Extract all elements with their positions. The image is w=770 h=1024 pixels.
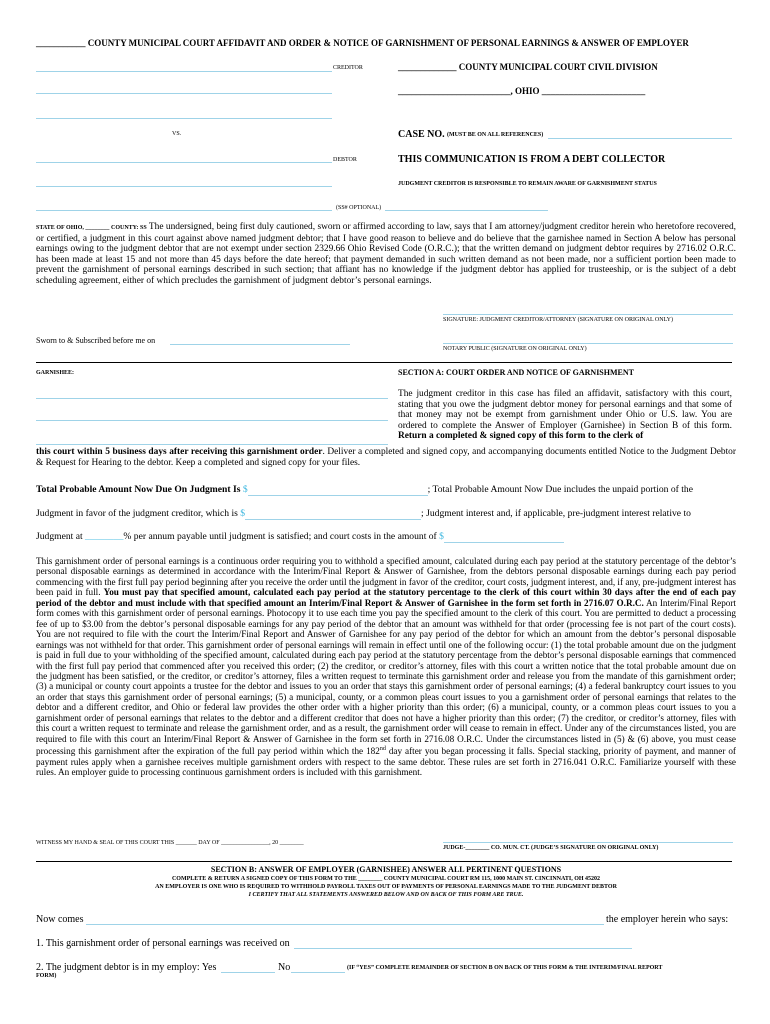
employ-note-cont: FORM) — [36, 973, 57, 979]
garnishment-order-text: This garnishment order of personal earnings is a continuous order requiring you to withhold a specified amount, calculated during each pay period at the statutory percentage of the debtor’s personal disposable earnings as determined in accordance with the Interim/Final Report & Answer of Garnishee, from the debtors personal disposable earnings during each pay period commencing with the first full pay period beginning after you receive the order until the judgment in favor of the creditor, court costs, judgment interest, and, if any, pre-judgment interest has been paid in full. You must pay that specified amount, calculated each pay period at the statutory percentage to the clerk of this court within 30 days after the end of each pay period of the debtor and must include with that specified amount an Interim/Final Report & Answer of Garnishee in the form set forth in 2716.07 O.R.C. An Interim/Final Report form comes with this garnishment order of personal earnings. Photocopy it to use each time you pay the specified amount to the clerk of this court. You are permitted to deduct a processing fee of up to $3.00 from the debtor’s personal disposable earnings for any pay period of the debtor that an amount was withheld for that order (processing fee is not part of the court costs). You are not required to file with the court the Interim/Final Report and Answer of Garnishee for any pay period of the debtor for which an amount from the debtor’s personal disposable earnings was not withheld for that order. This garnishment order of personal earnings will remain in effect until one of the following occur: (1) the total probable amount due on the judgment is paid in full due to your withholding of the specified amount, calculated during each pay period at the statutory percentage from the debtor’s personal disposable earnings that commenced with the first full pay period that commenced after you received this order; (2) the creditor, or creditor’s attorney, files with this court a written notice that the total probable amount due on the judgment has been satisfied, or the creditor, or creditor’s attorney, files a written request to terminate this garnishment order and release you from the mandate of this garnishment order; (3) a municipal or county court appoints a trustee for the debtor and issues to you an order that stays this garnishment order of personal earnings; (4) a federal bankruptcy court issues to you an order that stays this garnishment order of personal earnings; (5) a municipal, county, or a common pleas court issues to you a garnishment order of personal earnings that relates to the debtor and a different creditor, and Ohio or federal law provides the other order with a higher priority than this order; (6) a municipal, county, or a common pleas court issues to you a garnishment order of personal earnings that relates to the debtor and a different creditor that does not have a higher priority than this order; (7) the creditor, or creditor’s attorney, files with this court a written request to terminate and release the garnishment order, and as a result, the garnishment order will cease to remain in effect. Under any of the circumstances listed, you are required to file with this court an Interim/Final Report & Answer of Garnishee in the form set forth in 2716.08 O.R.C. Under the circumstances listed in (5) & (6) above, you must cease processing this garnishment after the expiration of the full pay period within which the 182nd day after you began processing it falls. Special stacking, priority of payment, and manner of payment rules apply when a garnishee receives multiple garnishment orders with respect to the same debtor. These rules are set forth in 2716.041 O.R.C. Familiarize yourself with these rules. An employer guide to processing continuous garnishment orders is included with this garnishment. — [36, 556, 736, 778]
creditor-signature-field[interactable] — [443, 314, 733, 315]
total-amount-field[interactable] — [248, 484, 428, 496]
garnishee-label: GARNISHEE: — [36, 370, 75, 376]
question-2: 2. The judgment debtor is in my employ: Yes — [36, 962, 217, 973]
sworn-date-field[interactable] — [170, 344, 350, 345]
employer-says-label: the employer herein who says: — [606, 914, 729, 925]
received-date-field[interactable] — [294, 948, 632, 949]
notary-label: NOTARY PUBLIC (SIGNATURE ON ORIGINAL ONLY) — [443, 346, 587, 352]
garnishee-name-field[interactable] — [36, 398, 388, 399]
case-no-note: (MUST BE ON ALL REFERENCES) — [447, 132, 544, 138]
debtor-name-field[interactable] — [36, 162, 332, 163]
case-no-label: CASE NO. — [398, 129, 445, 140]
judgment-creditor-note: JUDGMENT CREDITOR IS RESPONSIBLE TO REMAIN AWARE OF GARNISHMENT STATUS — [398, 181, 657, 187]
section-a-title: SECTION A: COURT ORDER AND NOTICE OF GARNISHMENT — [398, 368, 634, 377]
court-city-line: _________________________, OHIO _______________________ — [398, 86, 646, 96]
interest-rate-field[interactable]: ________ — [85, 531, 124, 542]
ssn-field[interactable] — [385, 210, 548, 211]
creditor-name-field[interactable] — [36, 71, 332, 72]
employ-no-label: No — [278, 962, 291, 973]
creditor-label: CREDITOR — [333, 65, 363, 71]
question-1: 1. This garnishment order of personal earnings was received on — [36, 938, 290, 949]
creditor-city-field[interactable] — [36, 118, 332, 119]
now-comes-label: Now comes — [36, 914, 84, 925]
judgment-amount-line: Judgment in favor of the judgment creditor, which is $ ; Judgment interest and, if applicable, pre-judgment interest relative to — [36, 508, 691, 519]
signature-label: SIGNATURE: JUDGMENT CREDITOR/ATTORNEY (SIGNATURE ON ORIGINAL ONLY) — [443, 317, 673, 323]
employ-note: (IF “YES” COMPLETE REMAINDER OF SECTION B ON BACK OF THIS FORM & THE INTERIM/FINAL REPORT — [347, 965, 663, 971]
court-division: _____________ COUNTY MUNICIPAL COURT CIVIL DIVISION — [398, 62, 658, 72]
ssn-label: (SS# OPTIONAL) — [336, 205, 382, 211]
garnishee-address-field[interactable] — [36, 420, 388, 421]
employer-name-field[interactable] — [86, 924, 604, 925]
total-amount-line: Total Probable Amount Now Due On Judgment Is $ ; Total Probable Amount Now Due includes the unpaid portion of the — [36, 484, 693, 495]
debt-collector-notice: THIS COMMUNICATION IS FROM A DEBT COLLECTOR — [398, 154, 666, 165]
section-b-certify: I CERTIFY THAT ALL STATEMENTS ANSWERED BELOW AND ON BACK OF THIS FORM ARE TRUE. — [248, 892, 524, 898]
creditor-address-field[interactable] — [36, 93, 332, 94]
notary-signature-field[interactable] — [443, 343, 733, 344]
case-no-field[interactable] — [548, 138, 732, 139]
section-b-return-line: COMPLETE & RETURN A SIGNED COPY OF THIS FORM TO THE ________ COUNTY MUNICIPAL COURT RM 115, 1000 MAIN ST. CINCINNATI, OH 45202 — [171, 876, 601, 882]
interest-line: Judgment at ________% per annum payable until judgment is satisfied; and court costs in the amount of $ — [36, 531, 564, 543]
sworn-label: Sworn to & Subscribed before me on — [36, 336, 156, 345]
debtor-city-field[interactable] — [36, 210, 332, 211]
judge-signature-field[interactable] — [443, 842, 733, 843]
affidavit-text: STATE OF OHIO, ________ COUNTY: SS The undersigned, being first duly cautioned, sworn or affirmed according to law, says that I am attorney/judgment creditor herein who heretofore recovered, or certified, a judgment in this court against above named judgment debtor; that I have good reason to believe and do believe that the garnishee named in Section A below has personal earnings owing to the judgment debtor that are not exempt under section 2329.66 Ohio Revised Code (O.R.C.); that the written demand on judgment debtor requires by 2716.02 O.R.C. has been made at least 15 and not more than 45 days before the date hereof; that payment demanded in such written demand as not been made, nor a sufficient portion been made to prevent the garnishment of personal earnings described in such section; that affiant has no knowledge if the judgment debtor has applied for trusteeship, or is the subject of a debt scheduling agreement, either of which precludes the garnishment of judgment debtor’s personal earnings. — [36, 222, 736, 286]
section-b-title: SECTION B: ANSWER OF EMPLOYER (GARNISHEE) ANSWER ALL PERTINENT QUESTIONS — [210, 865, 562, 874]
court-costs-field[interactable] — [444, 531, 564, 543]
employ-yes-field[interactable] — [221, 972, 275, 973]
debtor-address-field[interactable] — [36, 186, 332, 187]
witness-line: WITNESS MY HAND & SEAL OF THIS COURT THIS _______ DAY OF ________________, 20 ________ — [36, 840, 304, 846]
state-county-lead: STATE OF OHIO, ________ COUNTY: SS — [36, 225, 147, 231]
section-b-employer-definition: AN EMPLOYER IS ONE WHO IS REQUIRED TO WITHHOLD PAYROLL TAXES OUT OF PAYMENTS OF PERSONAL EARNINGS MADE TO THE JUDGMENT DEBTOR — [155, 884, 617, 890]
divider — [36, 861, 732, 862]
employ-no-field[interactable] — [291, 972, 345, 973]
judgment-amount-field[interactable] — [245, 508, 421, 520]
divider — [36, 362, 732, 363]
section-a-order-text: The judgment creditor in this case has filed an affidavit, satisfactory with this court, stating that you owe the judgment debtor money for personal earnings and that some of that money may not be exempt from garnishment under Ohio or U.S. law. You are ordered to complete the Answer of Employer (Garnishee) in Section B of this form. Return a completed & signed copy of this form to the clerk of — [398, 389, 732, 442]
debtor-label: DEBTOR — [333, 157, 357, 163]
garnishee-city-field[interactable] — [36, 444, 388, 445]
vs-label: VS. — [172, 131, 182, 137]
judge-label: JUDGE-________ CO. MUN. CT. (JUDGE’S SIGNATURE ON ORIGINAL ONLY) — [443, 845, 659, 851]
section-a-order-continued: this court within 5 business days after receiving this garnishment order. Deliver a completed and signed copy, and accompanying documents entitled Notice to the Judgment Debtor & Request for Hearing to the debtor. Keep a completed and signed copy for your files. — [36, 447, 736, 468]
page-title: ___________ COUNTY MUNICIPAL COURT AFFIDAVIT AND ORDER & NOTICE OF GARNISHMENT OF PERSONAL EARNINGS & ANSWER OF EMPLOYER — [36, 38, 689, 48]
